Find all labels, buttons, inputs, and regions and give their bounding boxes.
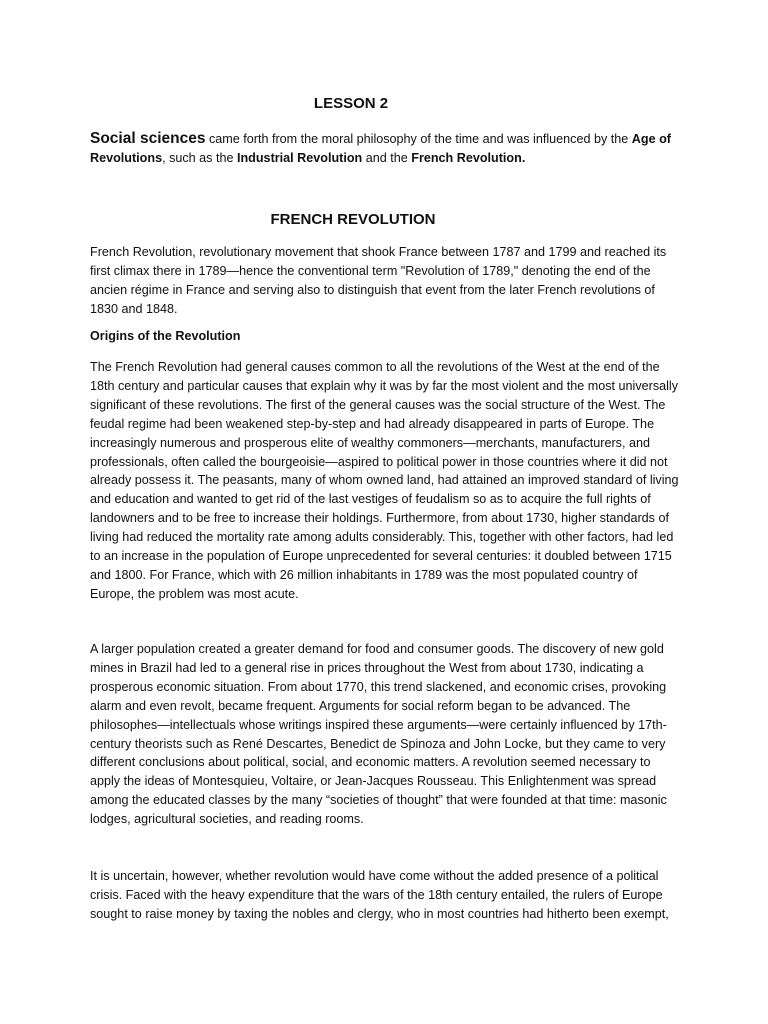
intro-text-2: , such as the — [162, 150, 237, 165]
intro-term: Social sciences — [90, 130, 206, 147]
intro-bold-age-of-revolutions: Age of Revolutions — [90, 132, 671, 165]
paragraph-population: A larger population created a greater demand for food and consumer goods. The discovery of new gold mines in Brazil had led to a general rise in prices throughout the West from about 1730, indicating a prosperous economic situation. From about 1770, this trend slackened, and economic crises, provoking alarm and even revolt, became frequent. Arguments for social reform began to be advanced. The philosophes—intellectuals whose writings inspired these arguments—were certainly influenced by 17th-century theorists such as René Descartes, Benedict de Spinoza and John Locke, but they came to very different conclusions about political, social, and economic matters. A revolution seemed necessary to apply the ideas of Montesquieu, Voltaire, or Jean-Jacques Rousseau. This Enlightenment was spread among the educated classes by the many “societies of thought” that were founded at that time: masonic lodges, agricultural societies, and reading rooms. — [90, 642, 667, 827]
section-title: FRENCH REVOLUTION — [270, 211, 436, 228]
paragraph-definition: French Revolution, revolutionary movement that shook France between 1787 and 1799 and reached its first climax there in 1789—hence the conventional term "Revolution of 1789," denoting the end of the ancien régime in France and serving also to distinguish that event from the later French revolutions of 1830 and 1848. — [90, 245, 667, 316]
intro-bold-industrial-revolution: Industrial Revolution — [236, 150, 363, 165]
lesson-title: LESSON 2 — [313, 95, 389, 112]
intro-bold-french-revolution: French Revolution. — [411, 150, 526, 165]
subheading-origins: Origins of the Revolution — [90, 329, 241, 343]
intro-text-3: and the — [362, 150, 412, 165]
paragraph-political-crisis: It is uncertain, however, whether revolution would have come without the added presence of a political crisis. Faced with the heavy expenditure that the wars of the 18th century entailed, the rulers of Europe sought to raise money by taxing the nobles and clergy, who in most countries had hitherto been exempt, — [90, 869, 669, 921]
intro-paragraph — [90, 130, 680, 168]
intro-text-1: came forth from the moral philosophy of the time and was influenced by the — [205, 132, 632, 146]
paragraph-origins: The French Revolution had general causes common to all the revolutions of the West at the end of the 18th century and particular causes that explain why it was by far the most violent and the most universally significant of these revolutions. The first of the general causes was the social structure of the West. The feudal regime had been weakened step-by-step and had already disappeared in parts of Europe. The increasingly numerous and prosperous elite of wealthy commoners—merchants, manufacturers, and professionals, often called the bourgeoisie—aspired to political power in those countries where it did not already possess it. The peasants, many of whom owned land, had attained an improved standard of living and education and wanted to get rid of the last vestiges of feudalism so as to acquire the full rights of landowners and to be free to increase their holdings. Furthermore, from about 1730, higher standards of living had reduced the mortality rate among adults considerably. This, together with other factors, had led to an increase in the population of Europe unprecedented for several centuries: it doubled between 1715 and 1800. For France, which with 26 million inhabitants in 1789 was the most populated country of Europe, the problem was most acute. — [90, 360, 679, 601]
